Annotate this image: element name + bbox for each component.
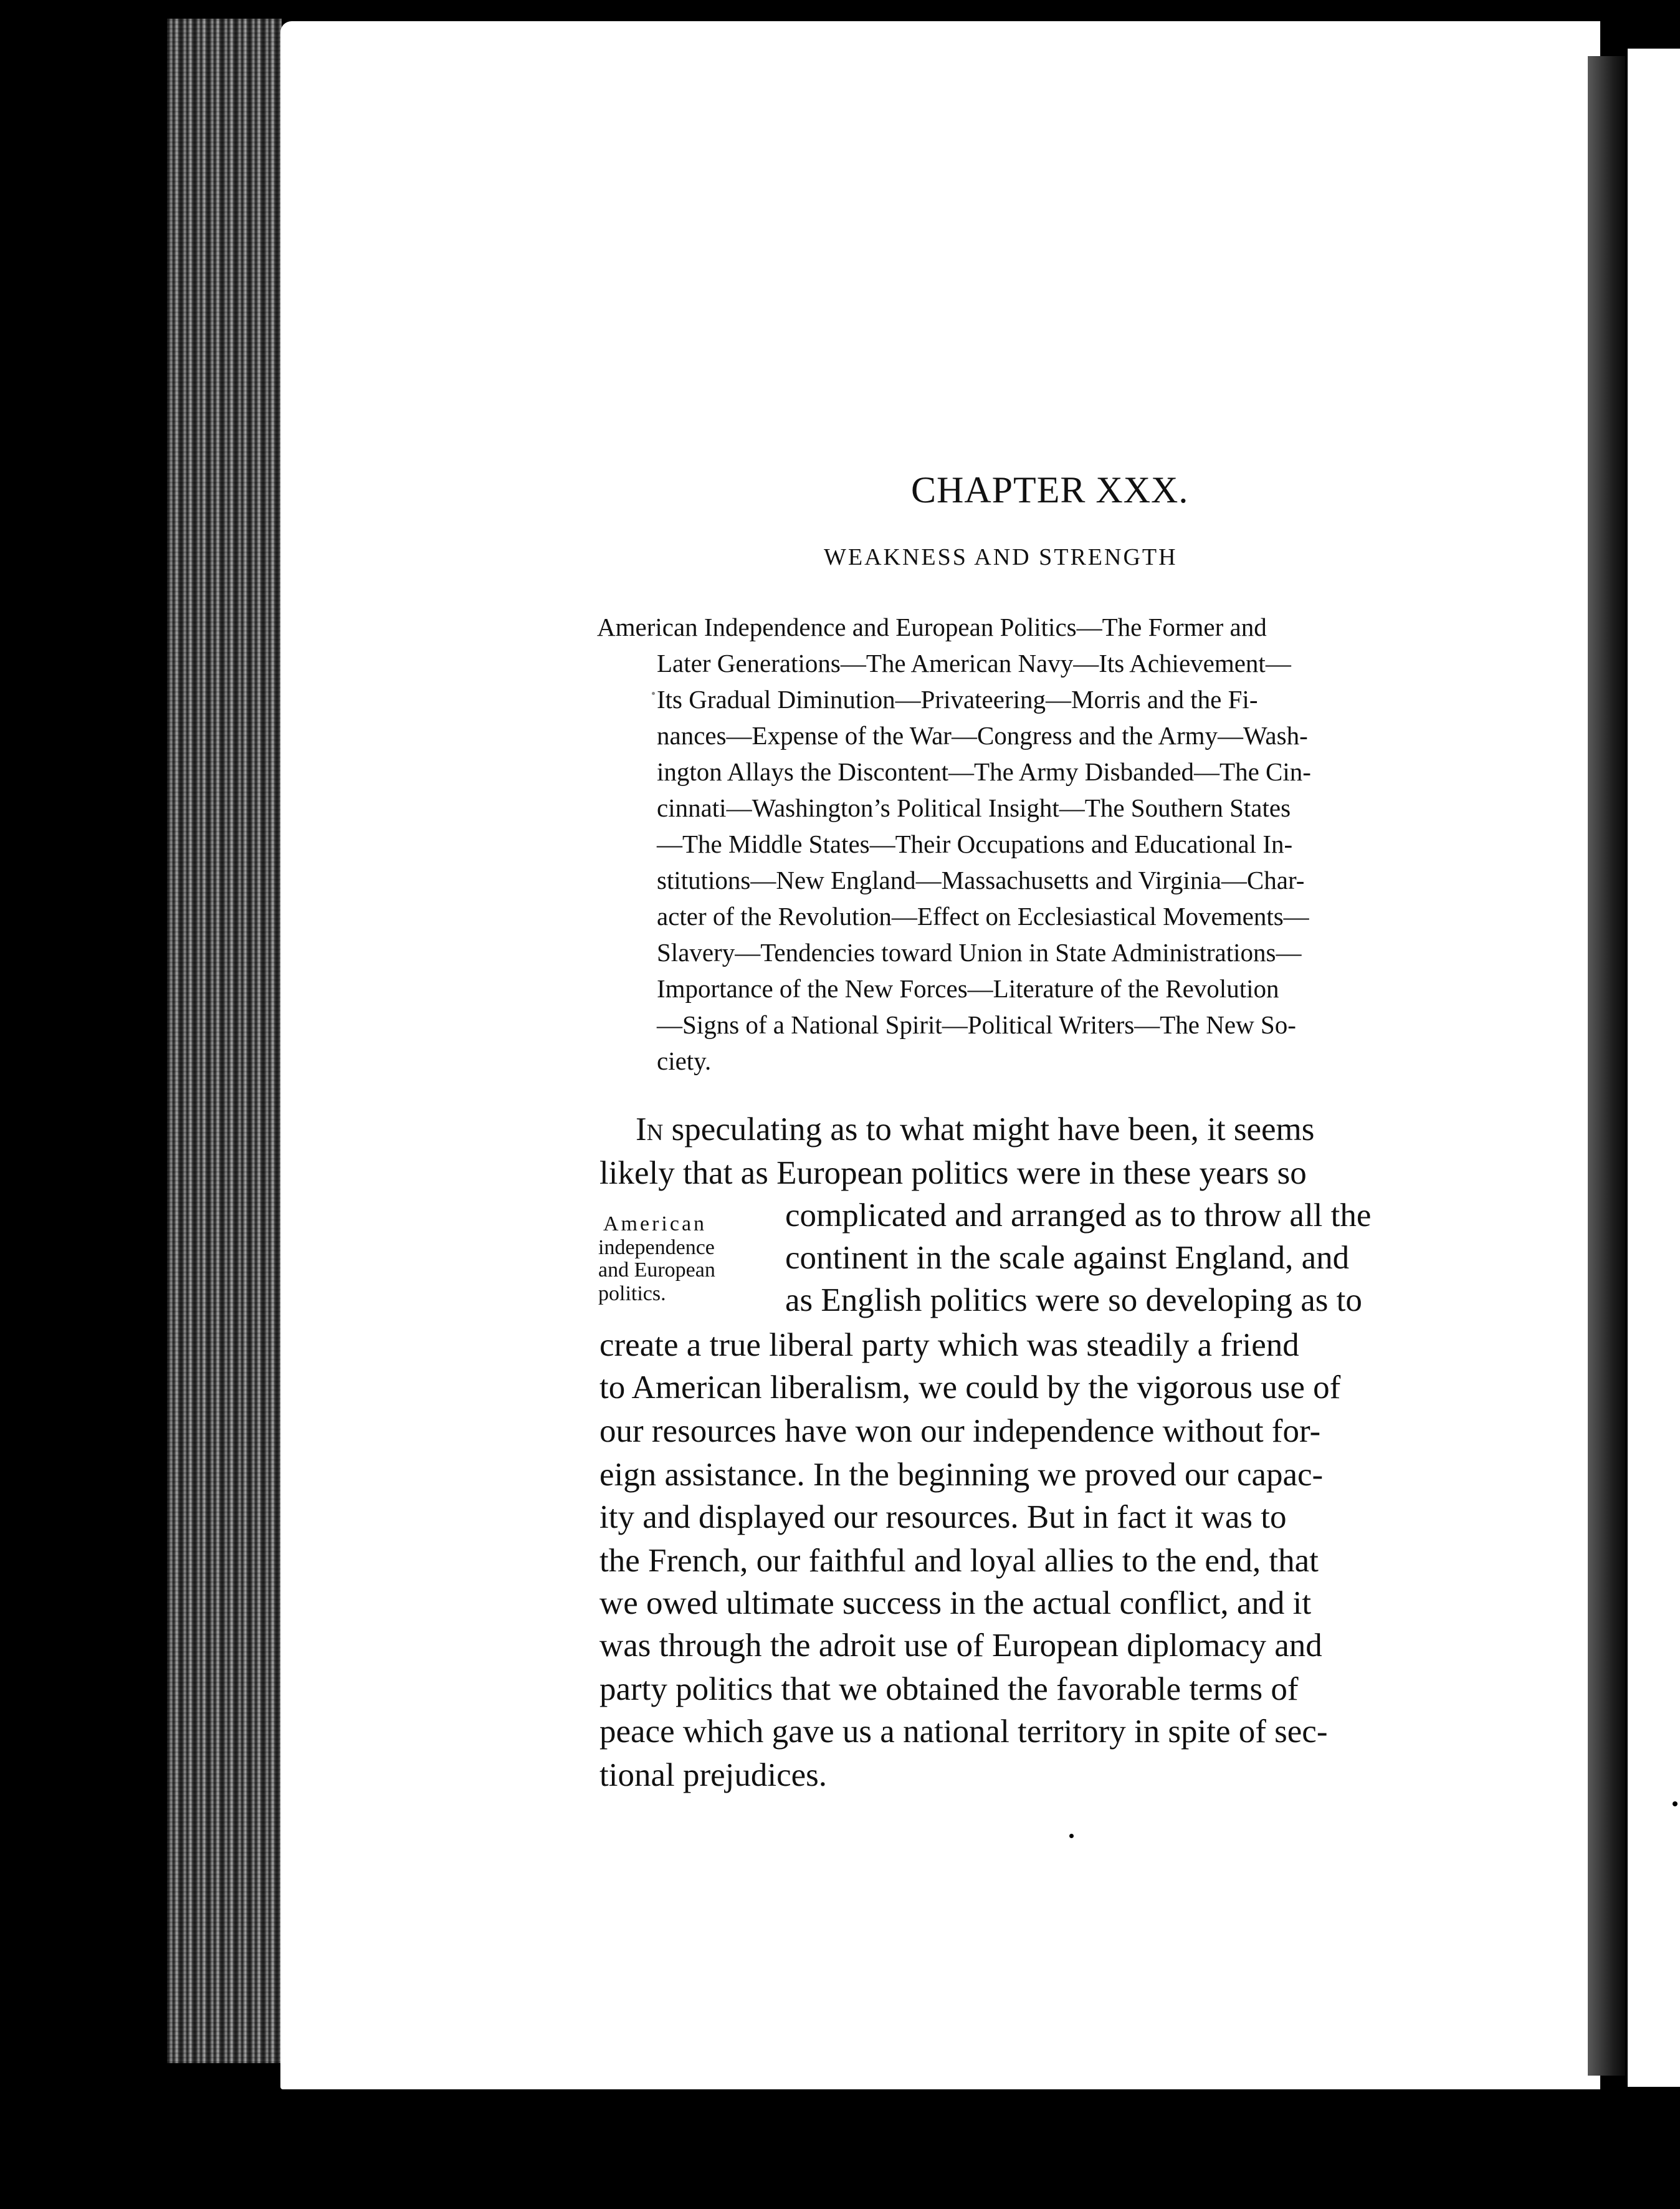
body-line xyxy=(636,1111,1314,1148)
body-line: create a true liberal party which was steadily a friend xyxy=(599,1327,1299,1363)
summary-line: nances—Expense of the War—Congress and the Army—Wash- xyxy=(657,721,1308,750)
chapter-title: WEAKNESS AND STRENGTH xyxy=(824,544,1178,570)
body-line: likely that as European politics were in these years so xyxy=(599,1155,1307,1191)
marginal-note-line: and European xyxy=(598,1258,715,1282)
summary-line: stitutions—New England—Massachusetts and Virginia—Char- xyxy=(657,866,1305,894)
summary-line: cinnati—Washington’s Political Insight—The Southern States xyxy=(657,793,1291,822)
marginal-note-line: American xyxy=(603,1212,707,1235)
gutter-shadow xyxy=(1588,56,1625,2076)
scan-speck xyxy=(942,2139,948,2145)
body-line: was through the adroit use of European diplomacy and xyxy=(599,1627,1322,1664)
body-line: peace which gave us a national territory in spite of sec- xyxy=(599,1713,1328,1750)
body-line: continent in the scale against England, and xyxy=(785,1240,1350,1276)
summary-line: ington Allays the Discontent—The Army Disbanded—The Cin- xyxy=(657,757,1311,786)
body-line-text: speculating as to what might have been, it seems xyxy=(663,1111,1315,1148)
summary-line: Its Gradual Diminution—Privateering—Morris and the Fi- xyxy=(657,685,1258,714)
body-line: as English politics were so developing as to xyxy=(785,1282,1362,1318)
scan-speck xyxy=(652,692,655,695)
body-line: to American liberalism, we could by the vigorous use of xyxy=(599,1369,1341,1406)
page-edge-stack xyxy=(167,19,282,2063)
scan-speck xyxy=(1069,1834,1074,1838)
book-page xyxy=(280,21,1600,2089)
body-line: complicated and arranged as to throw all the xyxy=(785,1197,1372,1234)
body-line: eign assistance. In the beginning we proved our capac- xyxy=(599,1457,1324,1493)
summary-line: —Signs of a National Spirit—Political Writers—The New So- xyxy=(657,1010,1296,1039)
summary-line: American Independence and European Politics—The Former and xyxy=(597,613,1267,641)
body-line: party politics that we obtained the favorable terms of xyxy=(599,1671,1299,1707)
marginal-note-line: independence xyxy=(598,1236,715,1259)
body-line: our resources have won our independence without for- xyxy=(599,1413,1321,1449)
summary-line: ciety. xyxy=(657,1047,712,1075)
summary-line: Later Generations—The American Navy—Its Achievement— xyxy=(657,649,1291,678)
summary-line: Importance of the New Forces—Literature of the Revolution xyxy=(657,974,1279,1003)
chapter-heading: CHAPTER XXX. xyxy=(911,469,1189,510)
body-line: ity and displayed our resources. But in fact it was to xyxy=(599,1499,1287,1535)
summary-line: acter of the Revolution—Effect on Ecclesiastical Movements— xyxy=(657,902,1309,931)
drop-word: In xyxy=(636,1111,664,1148)
body-line: we owed ultimate success in the actual conflict, and it xyxy=(599,1585,1312,1621)
summary-line: Slavery—Tendencies toward Union in State Administrations— xyxy=(657,938,1302,967)
body-line: tional prejudices. xyxy=(599,1757,827,1793)
scan-speck xyxy=(1673,1801,1678,1806)
summary-line: —The Middle States—Their Occupations and Educational In- xyxy=(657,830,1293,858)
marginal-note-line: politics. xyxy=(598,1282,666,1305)
body-line: the French, our faithful and loyal allies to the end, that xyxy=(599,1543,1319,1579)
adjacent-page-edge xyxy=(1628,49,1680,2087)
scan-speck xyxy=(1189,2144,1193,2152)
